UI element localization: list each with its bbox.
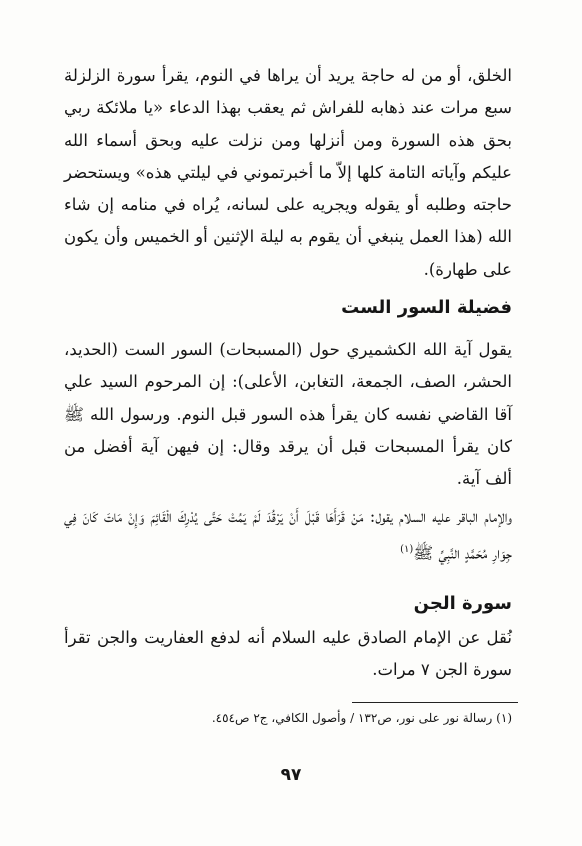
paragraph-musabbihat: يقول آية الله الكشميري حول (المسبحات) السور الست (الحديد، الحشر، الصف، الجمعة، التغابن، الأعلى): إن المرحوم السيد علي آقا القاضي نفسه كان يقرأ هذه السور قبل النوم. ورسول الله ﷺ كان يقرأ المسبحات قبل أن يرقد وقال: إن فيهن آية أفضل من ألف آية.: [64, 340, 512, 489]
section-heading-six-surahs: فضيلة السور الست: [341, 297, 512, 318]
page-number: ٩٧: [280, 765, 302, 785]
quote-text: والإمام الباقر عليه السلام يقول: مَنْ قَرَأَهَا قَبْلَ أَنْ يَرْقُدَ لَمْ يَمُتْ حَتَّى يُدْرِكَ الْقَائِمَ وَإِنْ مَاتَ كَانَ فِي جِوَارِ مُحَمَّدٍ النَّبِيِّ ﷺ: [64, 507, 512, 563]
paragraph-zalzala-dua: الخلق، أو من له حاجة يريد أن يراها في النوم، يقرأ سورة الزلزلة سبع مرات عند ذهابه للفراش ثم يعقب بهذا الدعاء «يا ملائكة ربي بحق هذه السورة ومن أنزلها ومن نزلت عليه وبحق أسماء الله عليكم وآياته التامة كلها إلاّ ما أخبرتموني في ليلتي هذه» ويستحضر حاجته وطلبه أو يقوله ويجريه على لسانه، يُراه في منامه إن شاء الله (هذا العمل ينبغي أن يقوم به ليلة الإثنين أو الخميس وأن يكون على طهارة).: [64, 66, 512, 279]
footnote-divider: [352, 702, 518, 703]
paragraph-imam-baqir-quote: [64, 500, 512, 570]
section-heading-surat-al-jinn: سورة الجن: [413, 593, 512, 614]
footnote: (١) رسالة نور على نور، ص١٣٢ / وأصول الكافي، ج٢ ص٤٥٤.: [211, 711, 512, 725]
footnote-marker: (١): [400, 544, 414, 555]
paragraph-surat-al-jinn: نُقل عن الإمام الصادق عليه السلام أنه لدفع العفاريت والجن تقرأ سورة الجن ٧ مرات.: [64, 628, 512, 680]
